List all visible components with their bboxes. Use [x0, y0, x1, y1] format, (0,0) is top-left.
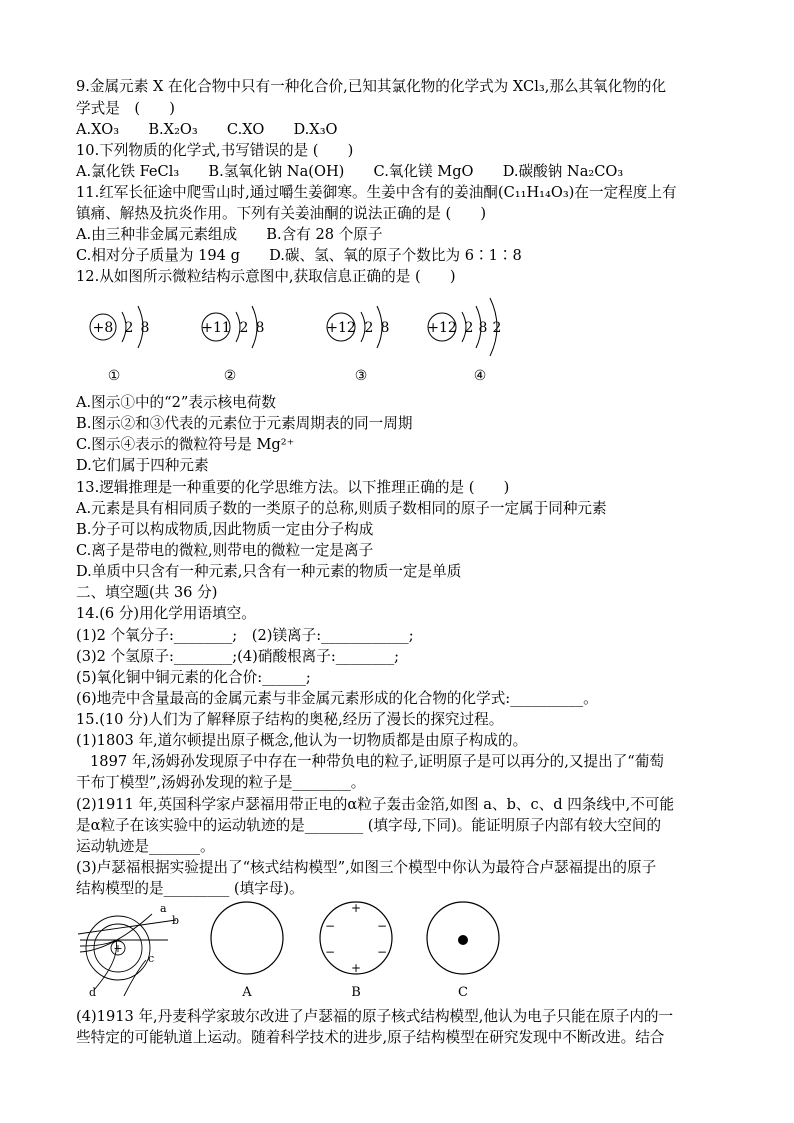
alpha-scattering-figure — [76, 900, 186, 1000]
q9-options: A.XO₃ B.X₂O₃ C.XO D.X₃O — [76, 121, 338, 138]
q14-item-6: (6)地壳中含量最高的金属元素与非金属元素形成的化合物的化学式:__________。 — [76, 690, 598, 707]
shell-electrons: 2 — [464, 320, 474, 336]
q13-option-d: D.单质中只含有一种元素,只含有一种元素的物质一定是单质 — [76, 563, 462, 580]
q12-option-c: C.图示④表示的微粒符号是 Mg²⁺ — [76, 436, 295, 453]
track-label-a: a — [160, 902, 167, 915]
shell-electrons: 8 — [380, 320, 390, 336]
q13-stem: 13.逻辑推理是一种重要的化学思维方法。以下推理正确的是 ( ) — [76, 479, 510, 496]
q15-stem: 15.(10 分)人们为了解释原子结构的奥秘,经历了漫长的探究过程。 — [76, 711, 504, 728]
shell-electrons: 2 — [239, 320, 249, 336]
q15-part1-line1: (1)1803 年,道尔顿提出原子概念,他认为一切物质都是由原子构成的。 — [76, 732, 528, 749]
track-label-c: c — [148, 952, 155, 965]
q9-line1: 9.金属元素 X 在化合物中只有一种化合价,已知其氯化物的化学式为 XCl₃,那么其氧化物的化 — [76, 78, 667, 95]
q10-stem: 10.下列物质的化学式,书写错误的是 ( ) — [76, 142, 354, 159]
atom-diagram-2 — [201, 306, 264, 384]
q15-part2-line3: 运动轨迹是_______。 — [76, 838, 215, 855]
q11-options-cd: C.相对分子质量为 194 g D.碳、氢、氧的原子个数比为 6∶1∶8 — [76, 247, 522, 264]
shell-electrons: 8 — [140, 320, 150, 336]
q13-option-c: C.离子是带电的微粒,则带电的微粒一定是离子 — [76, 542, 374, 559]
model-label: B — [351, 985, 361, 1000]
charge-sign: − — [324, 919, 336, 933]
q12-stem: 12.从如图所示微粒结构示意图中,获取信息正确的是 ( ) — [76, 268, 456, 285]
track-label-b: b — [172, 914, 180, 927]
q11-options-ab: A.由三种非金属元素组成 B.含有 28 个原子 — [76, 226, 383, 243]
nucleus-charge: +8 — [92, 320, 114, 336]
model-label: C — [458, 985, 468, 1000]
diagram-label: ② — [223, 368, 237, 384]
model-c-figure — [421, 900, 505, 1000]
shell-electrons: 2 — [492, 320, 502, 336]
charge-sign: − — [324, 945, 336, 959]
q14-item-1-2: (1)2 个氧分子:________; (2)镁离子:____________; — [76, 627, 414, 644]
q10-options: A.氯化铁 FeCl₃ B.氢氧化钠 Na(OH) C.氧化镁 MgO D.碳酸钠 Na₂CO₃ — [76, 163, 624, 180]
q14-item-3-4: (3)2 个氢原子:________;(4)硝酸根离子:________; — [76, 648, 400, 665]
atom-diagram-1 — [90, 306, 149, 384]
q12-option-d: D.它们属于四种元素 — [76, 457, 209, 474]
diagram-label: ① — [107, 368, 121, 384]
q12-option-b: B.图示②和③代表的元素位于元素周期表的同一周期 — [76, 415, 413, 432]
model-a-figure — [205, 900, 289, 1000]
atom-diagram-3 — [326, 306, 389, 384]
q13-option-b: B.分子可以构成物质,因此物质一定由分子构成 — [76, 521, 374, 538]
q15-part2-line2: 是α粒子在该实验中的运动轨迹的是________ (填字母,下同)。能证明原子内部有较大空间的 — [76, 817, 662, 834]
charge-sign: − — [376, 945, 388, 959]
q9-line2: 学式是 ( ) — [76, 100, 175, 117]
charge-sign: + — [350, 961, 362, 975]
diagram-label: ③ — [354, 368, 368, 384]
atom-structure-figure — [76, 290, 516, 386]
nucleus-charge: +11 — [201, 320, 231, 336]
section-title: 二、填空题(共 36 分) — [76, 584, 218, 601]
q15-part3-line1: (3)卢瑟福根据实验提出了“核式结构模型”,如图三个模型中你认为最符合卢瑟福提出的原子 — [76, 859, 657, 876]
q11-line2: 镇痛、解热及抗炎作用。下列有关姜油酮的说法正确的是 ( ) — [76, 205, 487, 222]
charge-sign: + — [350, 901, 362, 915]
q15-part4-line1: (4)1913 年,丹麦科学家玻尔改进了卢瑟福的原子核式结构模型,他认为电子只能在原子内的一 — [76, 1008, 674, 1025]
q15-part2-line1: (2)1911 年,英国科学家卢瑟福用带正电的α粒子轰击金箔,如图 a、b、c、d 四条线中,不可能 — [76, 796, 675, 813]
q15-part3-line2: 结构模型的是_________ (填字母)。 — [76, 880, 304, 897]
shell-electrons: 8 — [478, 320, 488, 336]
diagram-label: ④ — [473, 368, 487, 384]
shell-electrons: 2 — [124, 320, 134, 336]
q15-part4-line2: 些特定的可能轨道上运动。随着科学技术的进步,原子结构模型在研究发现中不断改进。结合 — [76, 1029, 665, 1046]
q13-option-a: A.元素是具有相同质子数的一类原子的总称,则质子数相同的原子一定属于同种元素 — [76, 500, 607, 517]
shell-electrons: 8 — [255, 320, 265, 336]
charge-sign: − — [376, 919, 388, 933]
q15-part1-line2: 1897 年,汤姆孙发现原子中存在一种带负电的粒子,证明原子是可以再分的,又提出了“葡萄 — [90, 753, 664, 770]
model-label: A — [242, 985, 252, 1000]
q11-line1: 11.红军长征途中爬雪山时,通过嚼生姜御寒。生姜中含有的姜油酮(C₁₁H₁₄O₃)在一定程度上有 — [76, 184, 677, 201]
shell-electrons: 2 — [364, 320, 374, 336]
q14-item-5: (5)氧化铜中铜元素的化合价:______; — [76, 669, 311, 686]
atom-diagram-4 — [427, 298, 501, 384]
track-label-d: d — [89, 986, 97, 999]
nucleus-charge: +12 — [427, 320, 457, 336]
nucleus-sign: + — [113, 942, 123, 955]
model-b-figure — [314, 900, 398, 1000]
q12-option-a: A.图示①中的“2”表示核电荷数 — [76, 394, 276, 411]
nucleus-charge: +12 — [326, 320, 356, 336]
q14-stem: 14.(6 分)用化学用语填空。 — [76, 605, 256, 622]
q15-part1-line3: 干布丁模型”,汤姆孙发现的粒子是________。 — [76, 774, 366, 791]
